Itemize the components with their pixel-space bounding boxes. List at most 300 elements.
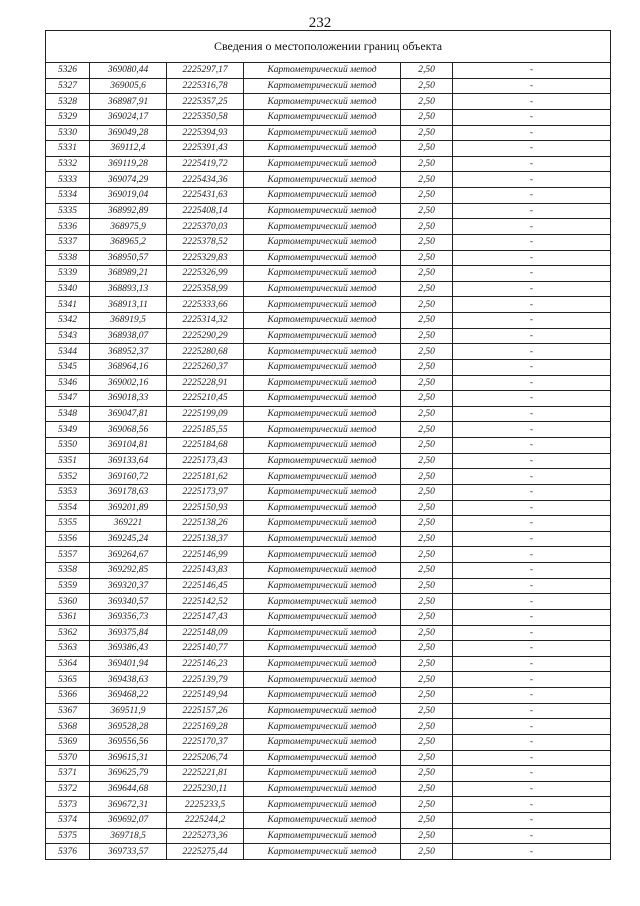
cell-method: Картометрический метод bbox=[244, 484, 401, 500]
cell-accuracy: 2,50 bbox=[401, 328, 453, 344]
cell-description: - bbox=[453, 500, 611, 516]
cell-y-coordinate: 2225350,58 bbox=[167, 109, 244, 125]
cell-x-coordinate: 369340,57 bbox=[90, 594, 167, 610]
cell-accuracy: 2,50 bbox=[401, 234, 453, 250]
cell-accuracy: 2,50 bbox=[401, 781, 453, 797]
cell-description: - bbox=[453, 484, 611, 500]
cell-method: Картометрический метод bbox=[244, 63, 401, 79]
cell-x-coordinate: 368919,5 bbox=[90, 313, 167, 329]
cell-point-number: 5356 bbox=[46, 531, 90, 547]
cell-point-number: 5375 bbox=[46, 828, 90, 844]
cell-x-coordinate: 368893,13 bbox=[90, 281, 167, 297]
table-row bbox=[46, 344, 611, 360]
table-row bbox=[46, 109, 611, 125]
cell-y-coordinate: 2225228,91 bbox=[167, 375, 244, 391]
cell-x-coordinate: 369133,64 bbox=[90, 453, 167, 469]
cell-method: Картометрический метод bbox=[244, 828, 401, 844]
cell-x-coordinate: 369047,81 bbox=[90, 406, 167, 422]
cell-point-number: 5366 bbox=[46, 688, 90, 704]
cell-description: - bbox=[453, 672, 611, 688]
table-row bbox=[46, 422, 611, 438]
cell-y-coordinate: 2225314,32 bbox=[167, 313, 244, 329]
cell-accuracy: 2,50 bbox=[401, 813, 453, 829]
cell-x-coordinate: 369615,31 bbox=[90, 750, 167, 766]
table-row bbox=[46, 391, 611, 407]
cell-y-coordinate: 2225157,26 bbox=[167, 703, 244, 719]
table-row bbox=[46, 828, 611, 844]
cell-x-coordinate: 368975,9 bbox=[90, 219, 167, 235]
cell-accuracy: 2,50 bbox=[401, 484, 453, 500]
cell-x-coordinate: 368938,07 bbox=[90, 328, 167, 344]
cell-method: Картометрический метод bbox=[244, 641, 401, 657]
cell-y-coordinate: 2225260,37 bbox=[167, 359, 244, 375]
table-row bbox=[46, 688, 611, 704]
table-row bbox=[46, 750, 611, 766]
cell-description: - bbox=[453, 266, 611, 282]
cell-y-coordinate: 2225139,79 bbox=[167, 672, 244, 688]
table-row bbox=[46, 188, 611, 204]
table-row bbox=[46, 453, 611, 469]
cell-x-coordinate: 369112,4 bbox=[90, 141, 167, 157]
cell-point-number: 5354 bbox=[46, 500, 90, 516]
cell-description: - bbox=[453, 78, 611, 94]
cell-point-number: 5334 bbox=[46, 188, 90, 204]
cell-point-number: 5339 bbox=[46, 266, 90, 282]
cell-accuracy: 2,50 bbox=[401, 625, 453, 641]
cell-accuracy: 2,50 bbox=[401, 78, 453, 94]
cell-x-coordinate: 369160,72 bbox=[90, 469, 167, 485]
cell-method: Картометрический метод bbox=[244, 141, 401, 157]
cell-description: - bbox=[453, 391, 611, 407]
cell-point-number: 5370 bbox=[46, 750, 90, 766]
cell-x-coordinate: 369005,6 bbox=[90, 78, 167, 94]
cell-x-coordinate: 369002,16 bbox=[90, 375, 167, 391]
cell-accuracy: 2,50 bbox=[401, 313, 453, 329]
cell-point-number: 5329 bbox=[46, 109, 90, 125]
cell-x-coordinate: 369644,68 bbox=[90, 781, 167, 797]
cell-accuracy: 2,50 bbox=[401, 250, 453, 266]
cell-point-number: 5345 bbox=[46, 359, 90, 375]
cell-point-number: 5351 bbox=[46, 453, 90, 469]
cell-y-coordinate: 2225150,93 bbox=[167, 500, 244, 516]
cell-method: Картометрический метод bbox=[244, 734, 401, 750]
cell-method: Картометрический метод bbox=[244, 188, 401, 204]
cell-method: Картометрический метод bbox=[244, 172, 401, 188]
cell-description: - bbox=[453, 828, 611, 844]
cell-method: Картометрический метод bbox=[244, 125, 401, 141]
cell-accuracy: 2,50 bbox=[401, 172, 453, 188]
cell-description: - bbox=[453, 63, 611, 79]
cell-y-coordinate: 2225329,83 bbox=[167, 250, 244, 266]
cell-description: - bbox=[453, 766, 611, 782]
cell-description: - bbox=[453, 313, 611, 329]
cell-description: - bbox=[453, 328, 611, 344]
cell-accuracy: 2,50 bbox=[401, 844, 453, 860]
cell-accuracy: 2,50 bbox=[401, 672, 453, 688]
cell-description: - bbox=[453, 516, 611, 532]
table-row bbox=[46, 625, 611, 641]
table-row bbox=[46, 813, 611, 829]
cell-x-coordinate: 369625,79 bbox=[90, 766, 167, 782]
cell-y-coordinate: 2225173,43 bbox=[167, 453, 244, 469]
cell-description: - bbox=[453, 250, 611, 266]
cell-point-number: 5349 bbox=[46, 422, 90, 438]
cell-description: - bbox=[453, 750, 611, 766]
cell-y-coordinate: 2225333,66 bbox=[167, 297, 244, 313]
table-row bbox=[46, 94, 611, 110]
cell-point-number: 5359 bbox=[46, 578, 90, 594]
cell-description: - bbox=[453, 688, 611, 704]
cell-description: - bbox=[453, 172, 611, 188]
cell-point-number: 5350 bbox=[46, 438, 90, 454]
cell-x-coordinate: 368950,57 bbox=[90, 250, 167, 266]
cell-accuracy: 2,50 bbox=[401, 578, 453, 594]
cell-y-coordinate: 2225434,36 bbox=[167, 172, 244, 188]
cell-x-coordinate: 368965,2 bbox=[90, 234, 167, 250]
cell-point-number: 5326 bbox=[46, 63, 90, 79]
table-body bbox=[46, 63, 611, 860]
cell-accuracy: 2,50 bbox=[401, 156, 453, 172]
cell-x-coordinate: 369672,31 bbox=[90, 797, 167, 813]
cell-description: - bbox=[453, 469, 611, 485]
cell-point-number: 5344 bbox=[46, 344, 90, 360]
table-row bbox=[46, 531, 611, 547]
cell-y-coordinate: 2225148,09 bbox=[167, 625, 244, 641]
cell-method: Картометрический метод bbox=[244, 219, 401, 235]
table-row bbox=[46, 141, 611, 157]
cell-point-number: 5332 bbox=[46, 156, 90, 172]
cell-description: - bbox=[453, 609, 611, 625]
table-row bbox=[46, 516, 611, 532]
cell-description: - bbox=[453, 203, 611, 219]
cell-method: Картометрический метод bbox=[244, 281, 401, 297]
cell-point-number: 5327 bbox=[46, 78, 90, 94]
cell-description: - bbox=[453, 734, 611, 750]
cell-accuracy: 2,50 bbox=[401, 656, 453, 672]
cell-description: - bbox=[453, 719, 611, 735]
cell-y-coordinate: 2225173,97 bbox=[167, 484, 244, 500]
cell-accuracy: 2,50 bbox=[401, 563, 453, 579]
cell-method: Картометрический метод bbox=[244, 719, 401, 735]
cell-description: - bbox=[453, 594, 611, 610]
table-row bbox=[46, 641, 611, 657]
cell-y-coordinate: 2225290,29 bbox=[167, 328, 244, 344]
cell-accuracy: 2,50 bbox=[401, 453, 453, 469]
cell-method: Картометрический метод bbox=[244, 234, 401, 250]
cell-y-coordinate: 2225138,26 bbox=[167, 516, 244, 532]
cell-point-number: 5371 bbox=[46, 766, 90, 782]
cell-description: - bbox=[453, 422, 611, 438]
cell-y-coordinate: 2225142,52 bbox=[167, 594, 244, 610]
cell-accuracy: 2,50 bbox=[401, 516, 453, 532]
cell-accuracy: 2,50 bbox=[401, 406, 453, 422]
cell-point-number: 5355 bbox=[46, 516, 90, 532]
cell-x-coordinate: 369264,67 bbox=[90, 547, 167, 563]
cell-point-number: 5372 bbox=[46, 781, 90, 797]
cell-y-coordinate: 2225149,94 bbox=[167, 688, 244, 704]
table-row bbox=[46, 734, 611, 750]
cell-y-coordinate: 2225378,52 bbox=[167, 234, 244, 250]
cell-x-coordinate: 369468,22 bbox=[90, 688, 167, 704]
cell-method: Картометрический метод bbox=[244, 609, 401, 625]
cell-method: Картометрический метод bbox=[244, 625, 401, 641]
cell-accuracy: 2,50 bbox=[401, 609, 453, 625]
cell-point-number: 5353 bbox=[46, 484, 90, 500]
cell-accuracy: 2,50 bbox=[401, 375, 453, 391]
cell-method: Картометрический метод bbox=[244, 578, 401, 594]
cell-x-coordinate: 369733,57 bbox=[90, 844, 167, 860]
cell-method: Картометрический метод bbox=[244, 813, 401, 829]
cell-accuracy: 2,50 bbox=[401, 203, 453, 219]
cell-point-number: 5361 bbox=[46, 609, 90, 625]
cell-method: Картометрический метод bbox=[244, 500, 401, 516]
cell-point-number: 5347 bbox=[46, 391, 90, 407]
cell-point-number: 5358 bbox=[46, 563, 90, 579]
cell-accuracy: 2,50 bbox=[401, 828, 453, 844]
cell-method: Картометрический метод bbox=[244, 672, 401, 688]
cell-point-number: 5373 bbox=[46, 797, 90, 813]
cell-y-coordinate: 2225326,99 bbox=[167, 266, 244, 282]
cell-accuracy: 2,50 bbox=[401, 422, 453, 438]
cell-y-coordinate: 2225206,74 bbox=[167, 750, 244, 766]
cell-x-coordinate: 369049,28 bbox=[90, 125, 167, 141]
cell-y-coordinate: 2225233,5 bbox=[167, 797, 244, 813]
cell-method: Картометрический метод bbox=[244, 266, 401, 282]
table-row bbox=[46, 203, 611, 219]
cell-x-coordinate: 369511,9 bbox=[90, 703, 167, 719]
cell-description: - bbox=[453, 531, 611, 547]
cell-method: Картометрический метод bbox=[244, 766, 401, 782]
cell-description: - bbox=[453, 844, 611, 860]
table-row bbox=[46, 547, 611, 563]
cell-method: Картометрический метод bbox=[244, 422, 401, 438]
cell-accuracy: 2,50 bbox=[401, 750, 453, 766]
cell-accuracy: 2,50 bbox=[401, 63, 453, 79]
table-row bbox=[46, 781, 611, 797]
cell-y-coordinate: 2225146,99 bbox=[167, 547, 244, 563]
cell-y-coordinate: 2225185,55 bbox=[167, 422, 244, 438]
cell-point-number: 5346 bbox=[46, 375, 90, 391]
cell-x-coordinate: 369019,04 bbox=[90, 188, 167, 204]
cell-x-coordinate: 369201,89 bbox=[90, 500, 167, 516]
cell-x-coordinate: 369692,07 bbox=[90, 813, 167, 829]
cell-accuracy: 2,50 bbox=[401, 359, 453, 375]
cell-method: Картометрический метод bbox=[244, 563, 401, 579]
cell-accuracy: 2,50 bbox=[401, 266, 453, 282]
cell-y-coordinate: 2225181,62 bbox=[167, 469, 244, 485]
cell-y-coordinate: 2225169,28 bbox=[167, 719, 244, 735]
cell-method: Картометрический метод bbox=[244, 406, 401, 422]
cell-x-coordinate: 369438,63 bbox=[90, 672, 167, 688]
cell-method: Картометрический метод bbox=[244, 313, 401, 329]
cell-point-number: 5335 bbox=[46, 203, 90, 219]
table-row bbox=[46, 63, 611, 79]
cell-y-coordinate: 2225244,2 bbox=[167, 813, 244, 829]
cell-method: Картометрический метод bbox=[244, 750, 401, 766]
cell-method: Картометрический метод bbox=[244, 78, 401, 94]
cell-accuracy: 2,50 bbox=[401, 766, 453, 782]
cell-y-coordinate: 2225199,09 bbox=[167, 406, 244, 422]
cell-y-coordinate: 2225391,43 bbox=[167, 141, 244, 157]
cell-accuracy: 2,50 bbox=[401, 297, 453, 313]
cell-accuracy: 2,50 bbox=[401, 391, 453, 407]
table-row bbox=[46, 703, 611, 719]
cell-method: Картометрический метод bbox=[244, 344, 401, 360]
cell-description: - bbox=[453, 109, 611, 125]
cell-point-number: 5368 bbox=[46, 719, 90, 735]
cell-accuracy: 2,50 bbox=[401, 719, 453, 735]
table-row bbox=[46, 172, 611, 188]
cell-description: - bbox=[453, 578, 611, 594]
cell-x-coordinate: 369104,81 bbox=[90, 438, 167, 454]
cell-x-coordinate: 369718,5 bbox=[90, 828, 167, 844]
cell-method: Картометрический метод bbox=[244, 328, 401, 344]
cell-point-number: 5352 bbox=[46, 469, 90, 485]
cell-y-coordinate: 2225143,83 bbox=[167, 563, 244, 579]
cell-x-coordinate: 369074,29 bbox=[90, 172, 167, 188]
cell-accuracy: 2,50 bbox=[401, 797, 453, 813]
cell-accuracy: 2,50 bbox=[401, 531, 453, 547]
table-row bbox=[46, 500, 611, 516]
cell-method: Картометрический метод bbox=[244, 688, 401, 704]
cell-description: - bbox=[453, 219, 611, 235]
cell-method: Картометрический метод bbox=[244, 438, 401, 454]
table-row bbox=[46, 156, 611, 172]
cell-x-coordinate: 369221 bbox=[90, 516, 167, 532]
cell-accuracy: 2,50 bbox=[401, 438, 453, 454]
cell-y-coordinate: 2225316,78 bbox=[167, 78, 244, 94]
cell-x-coordinate: 368964,16 bbox=[90, 359, 167, 375]
cell-x-coordinate: 369119,28 bbox=[90, 156, 167, 172]
cell-point-number: 5360 bbox=[46, 594, 90, 610]
table-row bbox=[46, 609, 611, 625]
table-row bbox=[46, 328, 611, 344]
cell-x-coordinate: 369356,73 bbox=[90, 609, 167, 625]
cell-method: Картометрический метод bbox=[244, 547, 401, 563]
table-row bbox=[46, 250, 611, 266]
cell-accuracy: 2,50 bbox=[401, 594, 453, 610]
cell-accuracy: 2,50 bbox=[401, 500, 453, 516]
cell-method: Картометрический метод bbox=[244, 469, 401, 485]
cell-point-number: 5343 bbox=[46, 328, 90, 344]
cell-accuracy: 2,50 bbox=[401, 188, 453, 204]
table-row bbox=[46, 563, 611, 579]
cell-y-coordinate: 2225275,44 bbox=[167, 844, 244, 860]
cell-y-coordinate: 2225210,45 bbox=[167, 391, 244, 407]
cell-method: Картометрический метод bbox=[244, 516, 401, 532]
cell-accuracy: 2,50 bbox=[401, 94, 453, 110]
cell-point-number: 5362 bbox=[46, 625, 90, 641]
cell-description: - bbox=[453, 563, 611, 579]
cell-accuracy: 2,50 bbox=[401, 688, 453, 704]
cell-point-number: 5363 bbox=[46, 641, 90, 657]
cell-y-coordinate: 2225146,23 bbox=[167, 656, 244, 672]
table-row bbox=[46, 766, 611, 782]
cell-y-coordinate: 2225431,63 bbox=[167, 188, 244, 204]
cell-description: - bbox=[453, 297, 611, 313]
cell-y-coordinate: 2225370,03 bbox=[167, 219, 244, 235]
cell-y-coordinate: 2225147,43 bbox=[167, 609, 244, 625]
cell-description: - bbox=[453, 344, 611, 360]
table-row bbox=[46, 578, 611, 594]
cell-description: - bbox=[453, 547, 611, 563]
cell-method: Картометрический метод bbox=[244, 203, 401, 219]
cell-y-coordinate: 2225184,68 bbox=[167, 438, 244, 454]
cell-method: Картометрический метод bbox=[244, 656, 401, 672]
cell-description: - bbox=[453, 453, 611, 469]
cell-point-number: 5364 bbox=[46, 656, 90, 672]
cell-description: - bbox=[453, 375, 611, 391]
table-row bbox=[46, 469, 611, 485]
cell-point-number: 5374 bbox=[46, 813, 90, 829]
cell-description: - bbox=[453, 781, 611, 797]
cell-x-coordinate: 369386,43 bbox=[90, 641, 167, 657]
table-row bbox=[46, 359, 611, 375]
cell-description: - bbox=[453, 813, 611, 829]
cell-description: - bbox=[453, 281, 611, 297]
table-row bbox=[46, 594, 611, 610]
cell-x-coordinate: 368987,91 bbox=[90, 94, 167, 110]
cell-x-coordinate: 369375,84 bbox=[90, 625, 167, 641]
cell-description: - bbox=[453, 94, 611, 110]
cell-point-number: 5342 bbox=[46, 313, 90, 329]
cell-x-coordinate: 368913,11 bbox=[90, 297, 167, 313]
cell-point-number: 5330 bbox=[46, 125, 90, 141]
cell-point-number: 5328 bbox=[46, 94, 90, 110]
cell-point-number: 5337 bbox=[46, 234, 90, 250]
cell-point-number: 5331 bbox=[46, 141, 90, 157]
cell-x-coordinate: 369245,24 bbox=[90, 531, 167, 547]
cell-point-number: 5336 bbox=[46, 219, 90, 235]
cell-accuracy: 2,50 bbox=[401, 734, 453, 750]
table-row bbox=[46, 656, 611, 672]
cell-x-coordinate: 369401,94 bbox=[90, 656, 167, 672]
cell-point-number: 5376 bbox=[46, 844, 90, 860]
table-row bbox=[46, 281, 611, 297]
cell-x-coordinate: 369178,63 bbox=[90, 484, 167, 500]
cell-x-coordinate: 369292,85 bbox=[90, 563, 167, 579]
table-row bbox=[46, 78, 611, 94]
table-row bbox=[46, 719, 611, 735]
cell-description: - bbox=[453, 141, 611, 157]
cell-method: Картометрический метод bbox=[244, 844, 401, 860]
cell-method: Картометрический метод bbox=[244, 109, 401, 125]
cell-x-coordinate: 369080,44 bbox=[90, 63, 167, 79]
cell-description: - bbox=[453, 438, 611, 454]
table-row bbox=[46, 672, 611, 688]
cell-accuracy: 2,50 bbox=[401, 469, 453, 485]
table-row bbox=[46, 844, 611, 860]
cell-method: Картометрический метод bbox=[244, 453, 401, 469]
cell-description: - bbox=[453, 156, 611, 172]
cell-accuracy: 2,50 bbox=[401, 125, 453, 141]
table-row bbox=[46, 313, 611, 329]
table-row bbox=[46, 125, 611, 141]
cell-accuracy: 2,50 bbox=[401, 641, 453, 657]
cell-point-number: 5369 bbox=[46, 734, 90, 750]
cell-accuracy: 2,50 bbox=[401, 281, 453, 297]
cell-accuracy: 2,50 bbox=[401, 219, 453, 235]
cell-point-number: 5365 bbox=[46, 672, 90, 688]
cell-point-number: 5338 bbox=[46, 250, 90, 266]
cell-accuracy: 2,50 bbox=[401, 344, 453, 360]
cell-accuracy: 2,50 bbox=[401, 547, 453, 563]
cell-y-coordinate: 2225221,81 bbox=[167, 766, 244, 782]
cell-y-coordinate: 2225394,93 bbox=[167, 125, 244, 141]
cell-method: Картометрический метод bbox=[244, 94, 401, 110]
cell-y-coordinate: 2225230,11 bbox=[167, 781, 244, 797]
cell-method: Картометрический метод bbox=[244, 781, 401, 797]
